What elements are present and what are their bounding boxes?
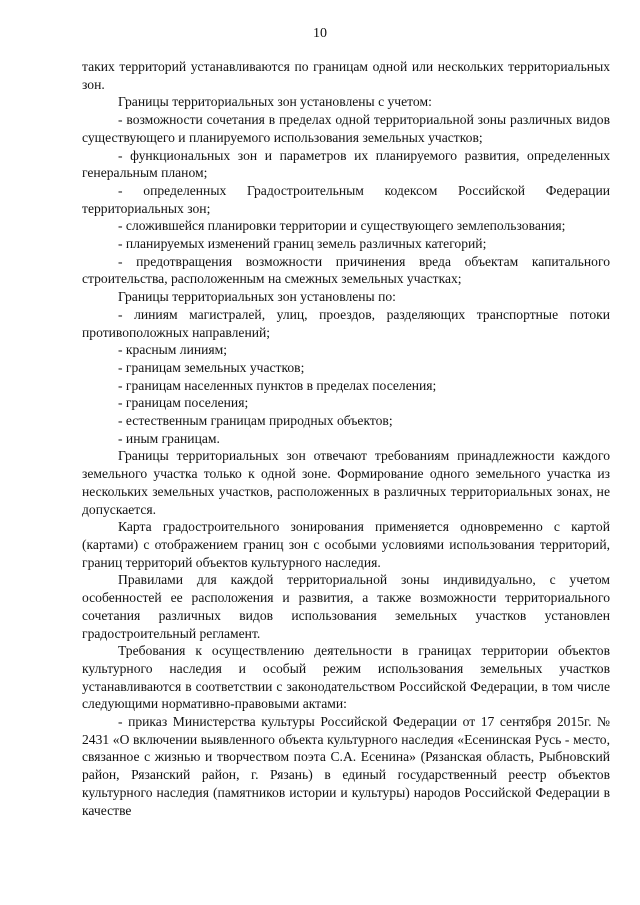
paragraph-p1: таких территорий устанавливаются по границам одной или нескольких территориальных зон. bbox=[82, 59, 610, 92]
paragraph-p17: Границы территориальных зон отвечают требованиям принадлежности каждого земельного участка только к одной зоне. Формирование одного земельного участка из нескольких земельных участков, расположенных в различных территориальных зонах, не допускается. bbox=[82, 448, 610, 517]
paragraph-p15: - естественным границам природных объектов; bbox=[118, 413, 393, 429]
paragraph-p6: - сложившейся планировки территории и существующего землепользования; bbox=[118, 218, 566, 234]
paragraph-p3: - возможности сочетания в пределах одной территориальной зоны различных видов существующего и планируемого использования земельных участков; bbox=[82, 112, 610, 145]
paragraph-p20: Требования к осуществлению деятельности в границах территории объектов культурного наследия и особый режим использования земельных участков устанавливаются в соответствии с законодательством Российской Федерации, в том числе следующими нормативно-правовыми актами: bbox=[82, 643, 610, 712]
paragraph-p2: Границы территориальных зон установлены с учетом: bbox=[118, 94, 432, 110]
paragraph-p9: Границы территориальных зон установлены по: bbox=[118, 289, 396, 305]
paragraph-p8: - предотвращения возможности причинения вреда объектам капитального строительства, расположенным на смежных земельных участках; bbox=[82, 253, 610, 287]
paragraph-p12: - границам земельных участков; bbox=[118, 359, 305, 375]
paragraph-p11: - красным линиям; bbox=[118, 342, 228, 358]
paragraph-p21: - приказ Министерства культуры Российской Федерации от 17 сентября 2015г. № 2431 «О включении выявленного объекта культурного наследия «Есенинская Русь - место, связанное с жизнью и творчеством поэта С.А. Есенина» (Рязанская область, Рыбновский район, Рязанский район, г. Рязань) в единый государственный реестр объектов культурного наследия (памятников истории и культуры) народов Российской Федерации в качестве bbox=[82, 714, 610, 818]
paragraph-p14: - границам поселения; bbox=[118, 395, 249, 411]
paragraph-p13: - границам населенных пунктов в пределах поселения; bbox=[118, 377, 437, 393]
paragraph-p16: - иным границам. bbox=[118, 430, 220, 446]
document-body bbox=[82, 58, 610, 819]
paragraph-p10: - линиям магистралей, улиц, проездов, разделяющих транспортные потоки противоположных направлений; bbox=[82, 306, 610, 340]
paragraph-p7: - планируемых изменений границ земель различных категорий; bbox=[118, 236, 487, 252]
paragraph-p19: Правилами для каждой территориальной зоны индивидуально, с учетом особенностей ее расположения и развития, а также возможности территориального сочетания различных видов использования земельных участков установлен градостроительный регламент. bbox=[82, 572, 610, 641]
paragraph-p18: Карта градостроительного зонирования применяется одновременно с картой (картами) с отображением границ зон с особыми условиями использования территорий, границ территорий объектов культурного наследия. bbox=[82, 519, 610, 570]
page-number: 10 bbox=[313, 26, 327, 41]
paragraph-p5: - определенных Градостроительным кодексом Российской Федерации территориальных зон; bbox=[82, 182, 610, 216]
paragraph-p4: - функциональных зон и параметров их планируемого развития, определенных генеральным планом; bbox=[82, 147, 610, 181]
